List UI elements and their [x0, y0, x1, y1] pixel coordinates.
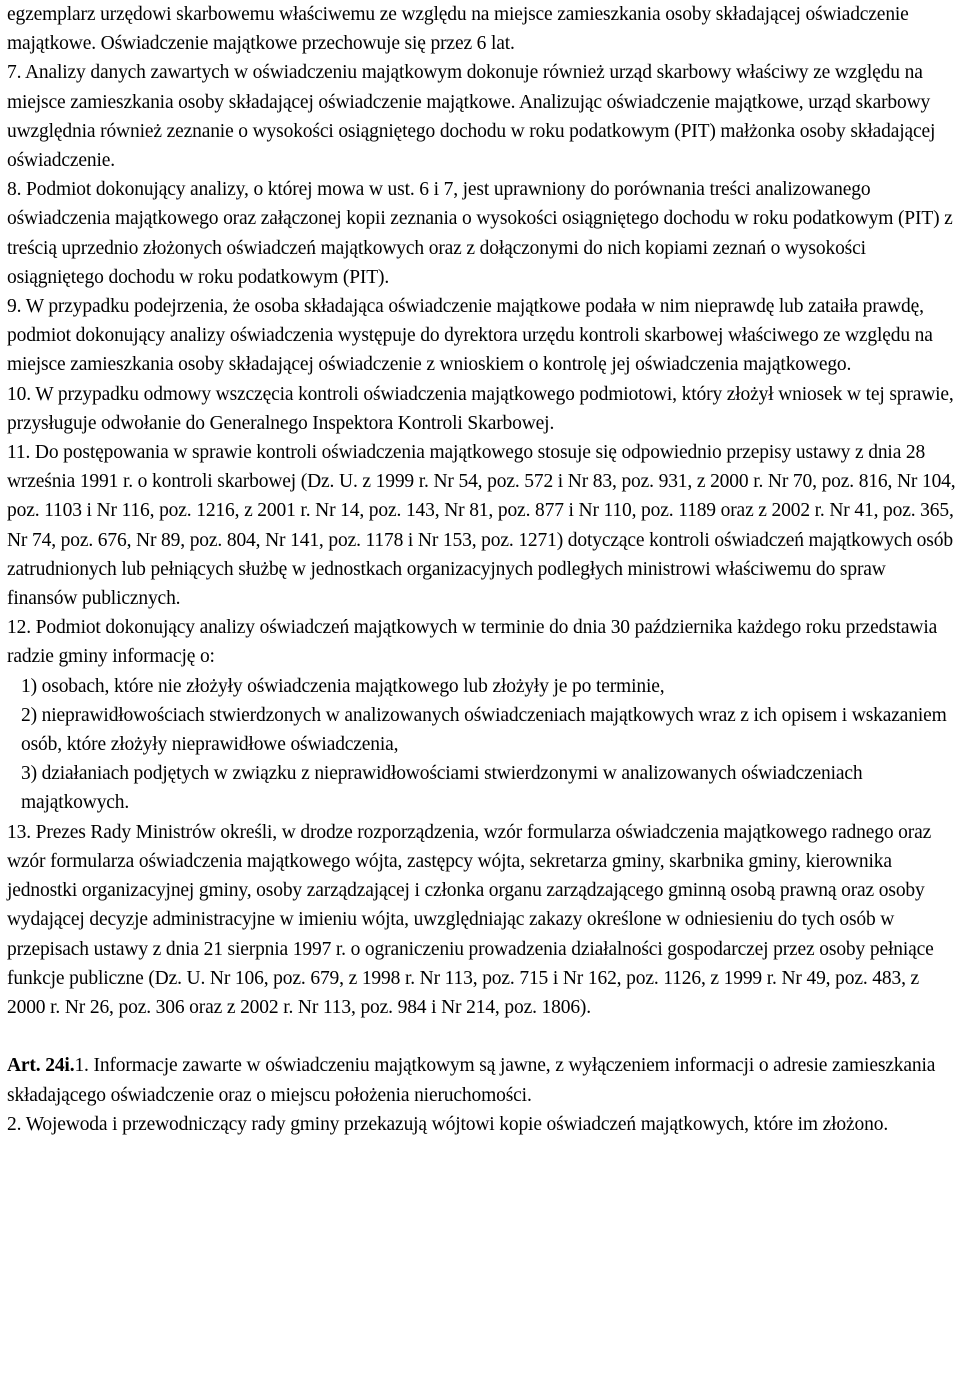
- paragraph-gap: [7, 1022, 956, 1051]
- article-heading: Art. 24i.: [7, 1055, 75, 1077]
- paragraph-11: 11. Do postępowania w sprawie kontroli oświadczenia majątkowego stosuje się odpowiednio przepisy ustawy z dnia 28 września 1991 r. o kontroli skarbowej (Dz. U. z 1999 r. Nr 54, poz. 572 i Nr 83, poz. 931, z 2000 r. Nr 70, poz. 816, Nr 104, poz. 1103 i Nr 116, poz. 1216, z 2001 r. Nr 14, poz. 143, Nr 81, poz. 877 i Nr 110, poz. 1189 oraz z 2002 r. Nr 41, poz. 365, Nr 74, poz. 676, Nr 89, poz. 804, Nr 141, poz. 1178 i Nr 153, poz. 1271) dotyczące kontroli oświadczeń majątkowych osób zatrudnionych lub pełniących służbę w jednostkach organizacyjnych podległych ministrowi właściwemu do spraw finansów publicznych.: [7, 442, 956, 610]
- list-item: 1) osobach, które nie złożyły oświadczenia majątkowego lub złożyły je po terminie,: [21, 675, 665, 697]
- article-24i-paragraph-1: [7, 1051, 956, 1109]
- article-24i-paragraph-2: 2. Wojewoda i przewodniczący rady gminy przekazują wójtowi kopie oświadczeń majątkowych, które im złożono.: [7, 1113, 889, 1135]
- list-item: 3) działaniach podjętych w związku z nieprawidłowościami stwierdzonymi w analizowanych oświadczeniach majątkowych.: [21, 763, 863, 814]
- paragraph-12: 12. Podmiot dokonujący analizy oświadczeń majątkowych w terminie do dnia 30 października każdego roku przedstawia radzie gminy informację o:: [7, 617, 938, 668]
- paragraph-9: 9. W przypadku podejrzenia, że osoba składająca oświadczenie majątkowe podała w nim nieprawdę lub zataiła prawdę, podmiot dokonujący analizy oświadczenia występuje do dyrektora urzędu kontroli skarbowej właściwego ze względu na miejsce zamieszkania osoby składającej oświadczenie z wnioskiem o kontrolę jej oświadczenia majątkowego.: [7, 296, 933, 376]
- paragraph-6-end: egzemplarz urzędowi skarbowemu właściwemu ze względu na miejsce zamieszkania osoby składającej oświadczenie majątkowe. Oświadczenie majątkowe przechowuje się przez 6 lat.: [7, 4, 909, 55]
- article-paragraph-1-text: 1. Informacje zawarte w oświadczeniu majątkowym są jawne, z wyłączeniem informacji o adresie zamieszkania składającego oświadczenie oraz o miejscu położenia nieruchomości.: [7, 1055, 936, 1106]
- paragraph-8: 8. Podmiot dokonujący analizy, o której mowa w ust. 6 i 7, jest uprawniony do porównania treści analizowanego oświadczenia majątkowego oraz załączonej kopii zeznania o wysokości osiągniętego dochodu w roku podatkowym (PIT) z treścią uprzednio złożonych oświadczeń majątkowych oraz z dołączonymi do nich kopiami zeznań o wysokości osiągniętego dochodu w roku podatkowym (PIT).: [7, 179, 953, 288]
- paragraph-10: 10. W przypadku odmowy wszczęcia kontroli oświadczenia majątkowego podmiotowi, który złożył wniosek w tej sprawie, przysługuje odwołanie do Generalnego Inspektora Kontroli Skarbowej.: [7, 383, 954, 434]
- list-item: 2) nieprawidłowościach stwierdzonych w analizowanych oświadczeniach majątkowych wraz z ich opisem i wskazaniem osób, które złożyły nieprawidłowe oświadczenia,: [21, 704, 947, 756]
- paragraph-7: 7. Analizy danych zawartych w oświadczeniu majątkowym dokonuje również urząd skarbowy właściwy ze względu na miejsce zamieszkania osoby składającej oświadczenie majątkowe. Analizując oświadczenie majątkowe, urząd skarbowy uwzględnia również zeznanie o wysokości osiągniętego dochodu w roku podatkowym (PIT) małżonka osoby składającej oświadczenie.: [7, 62, 936, 172]
- paragraph-13: 13. Prezes Rady Ministrów określi, w drodze rozporządzenia, wzór formularza oświadczenia majątkowego radnego oraz wzór formularza oświadczenia majątkowego wójta, zastępcy wójta, sekretarza gminy, skarbnika gminy, kierownika jednostki organizacyjnej gminy, osoby zarządzającej i członka organu zarządzającego gminną osobą prawną oraz osoby wydającej decyzje administracyjne w imieniu wójta, uwzględniając zakazy określone w odniesieniu do tych osób w przepisach ustawy z dnia 21 sierpnia 1997 r. o ograniczeniu prowadzenia działalności gospodarczej przez osoby pełniące funkcje publiczne (Dz. U. Nr 106, poz. 679, z 1998 r. Nr 113, poz. 715 i Nr 162, poz. 1126, z 1999 r. Nr 49, poz. 483, z 2000 r. Nr 26, poz. 306 oraz z 2002 r. Nr 113, poz. 984 i Nr 214, poz. 1806).: [7, 821, 934, 1018]
